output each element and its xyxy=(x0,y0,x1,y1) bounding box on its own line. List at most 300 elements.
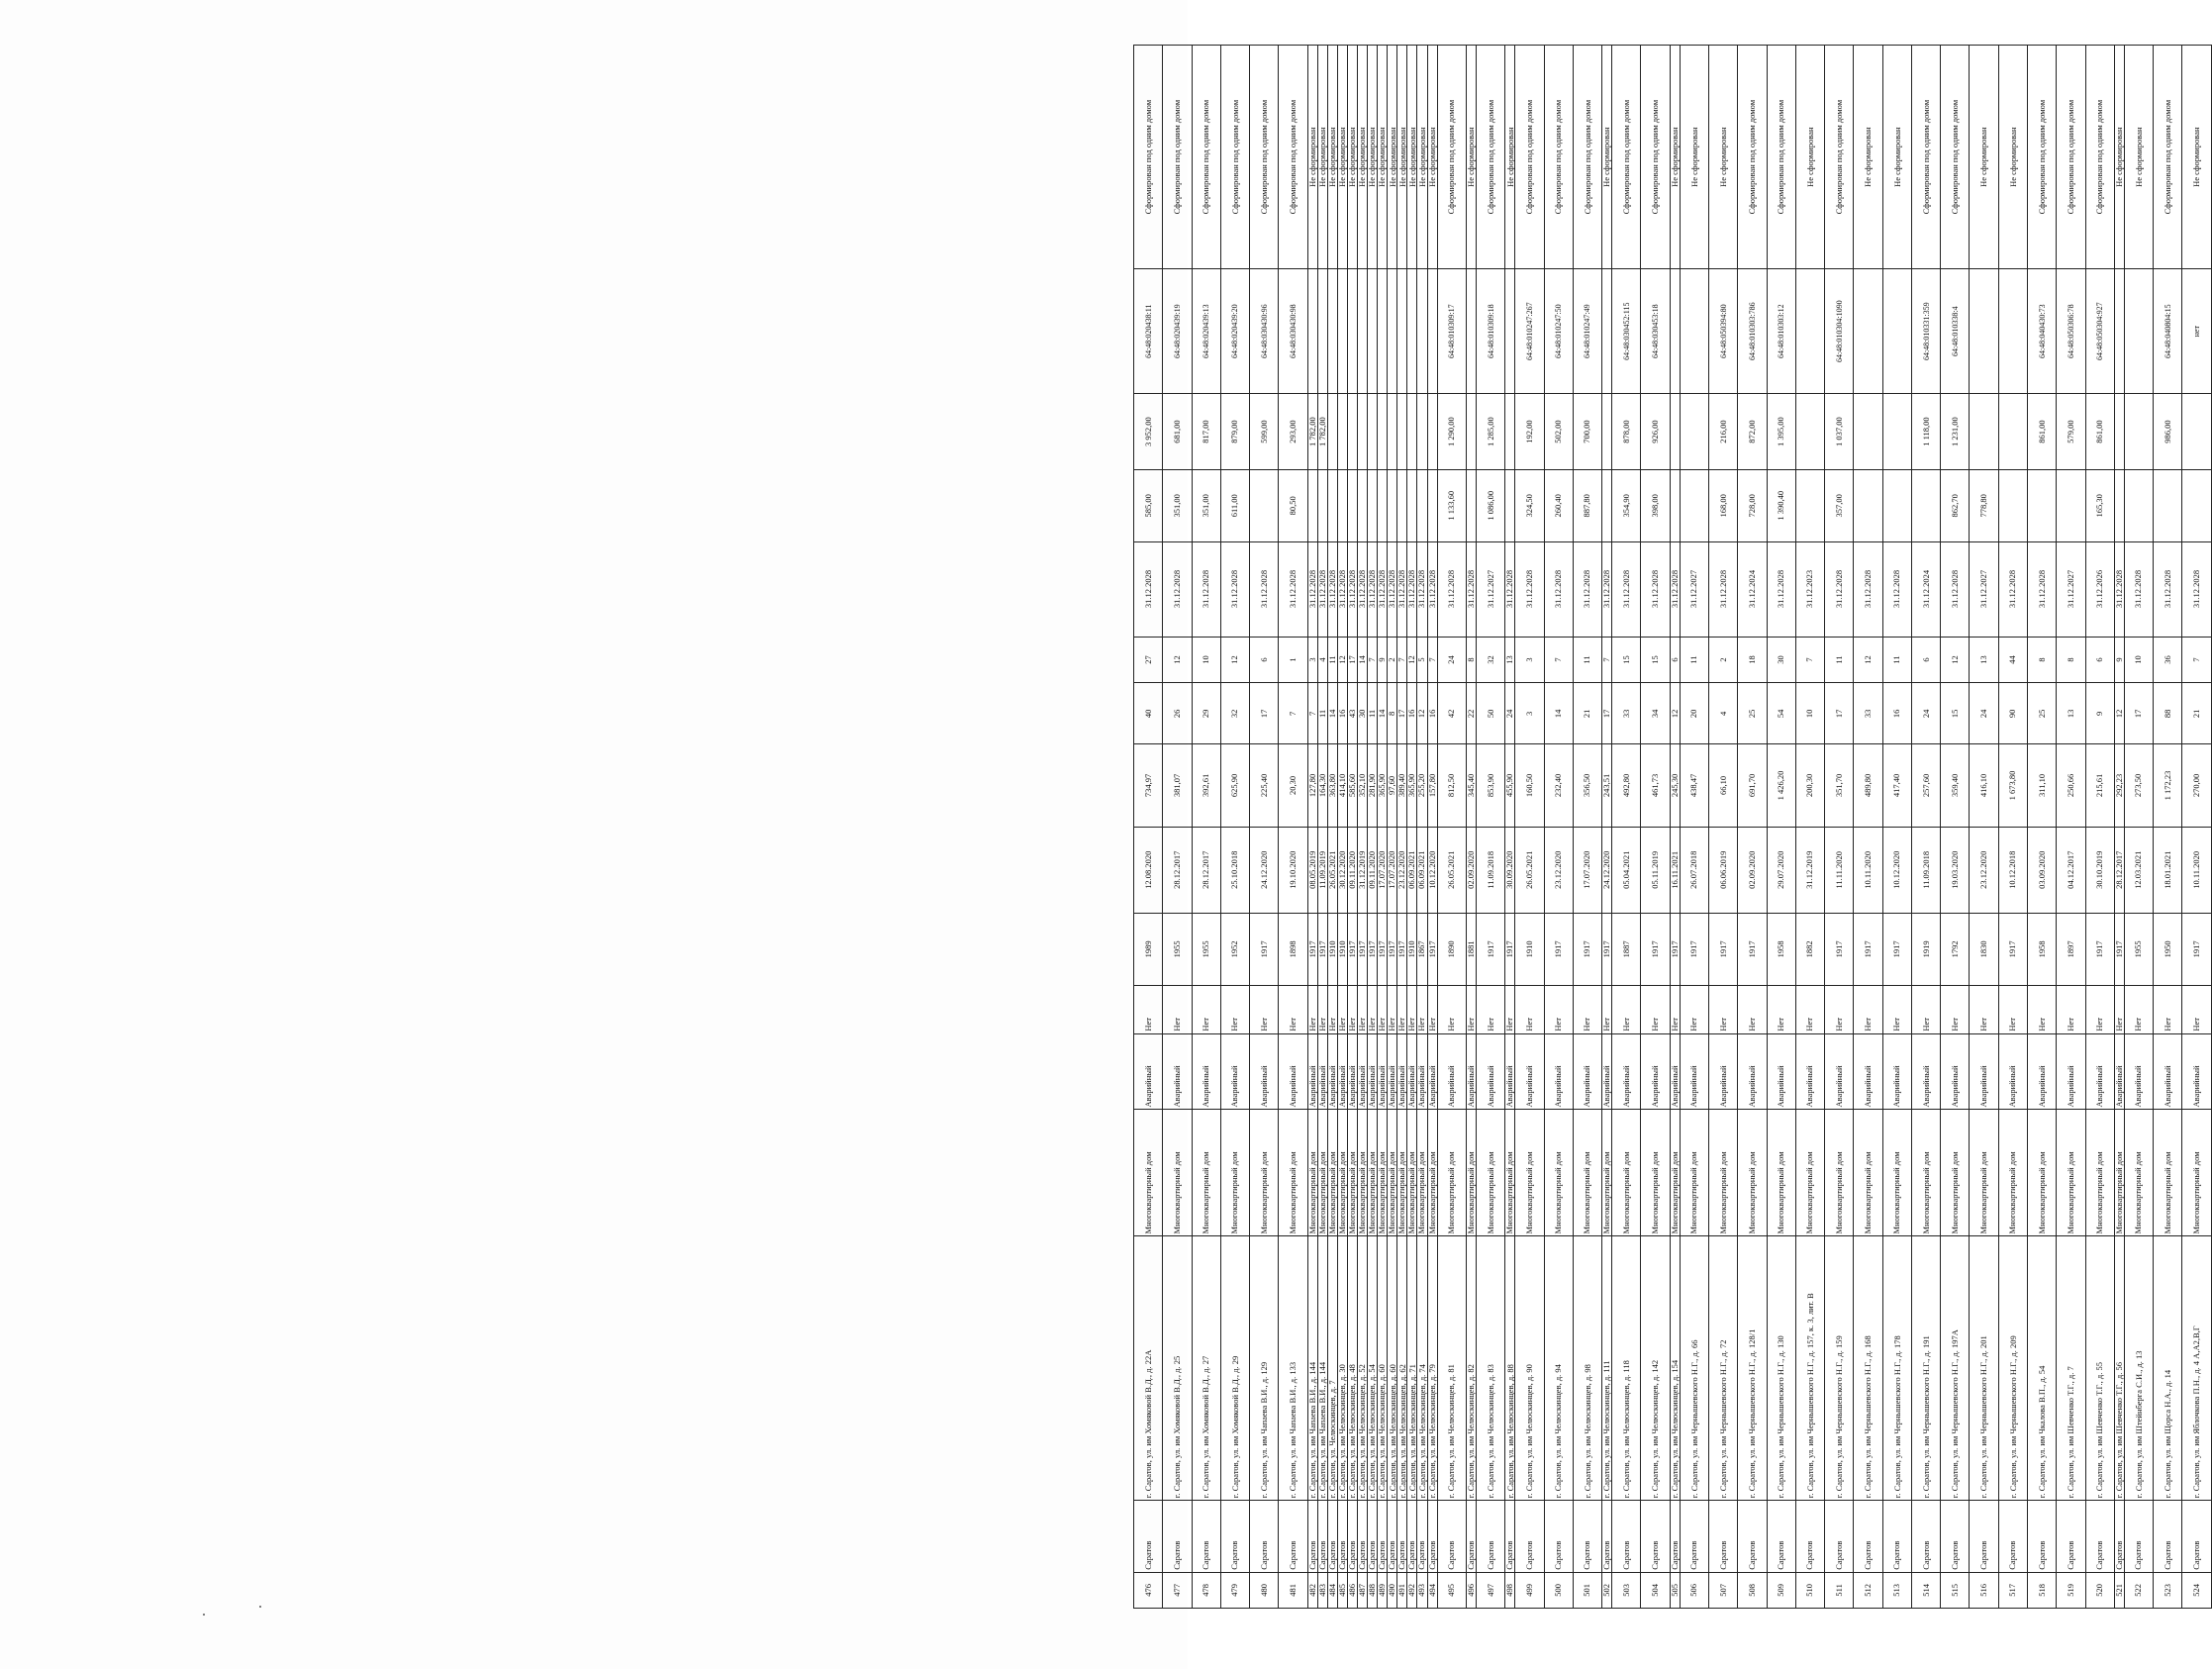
address-cell: г. Саратов, ул. им Штейнберга С.И., д. 13 xyxy=(2124,1236,2153,1501)
plot-area-cell: 879,00 xyxy=(1220,394,1249,470)
row-number: 498 xyxy=(1505,1572,1515,1608)
address-cell: г. Саратов, ул. им Челюскинцев, д. 90 xyxy=(1515,1236,1544,1501)
row-number: 505 xyxy=(1670,1572,1680,1608)
planned-date-cell: 31.12.2028 xyxy=(1417,541,1427,637)
city-cell: Саратов xyxy=(1466,1501,1476,1573)
flag-cell: Нет xyxy=(1911,985,1940,1033)
building-type-cell: Многоквартирный дом xyxy=(1466,1110,1476,1236)
recognition-date-cell: 02.09.2020 xyxy=(1738,827,1767,913)
plot-area-cell xyxy=(1417,394,1427,470)
living-area-cell: 1 426,20 xyxy=(1767,744,1795,827)
condition-cell: Аварийный xyxy=(1825,1033,1854,1110)
flag-cell: Нет xyxy=(1882,985,1911,1033)
planned-date-cell: 31.12.2028 xyxy=(1602,541,1612,637)
plot-status-cell: Не сформирован xyxy=(1795,46,1824,269)
plot-area-cell xyxy=(1378,394,1388,470)
condition-cell: Аварийный xyxy=(1573,1033,1601,1110)
building-type-cell: Многоквартирный дом xyxy=(1738,1110,1767,1236)
building-type-cell: Многоквартирный дом xyxy=(1307,1110,1317,1236)
condition-cell: Аварийный xyxy=(1192,1033,1220,1110)
apartments-cell: 11 xyxy=(1680,637,1708,683)
planned-date-cell: 31.12.2028 xyxy=(2182,541,2212,637)
plot-area-cell xyxy=(1368,394,1378,470)
table-row xyxy=(1327,46,1337,1609)
recognition-date-cell: 09.11.2020 xyxy=(1368,827,1378,913)
address-cell: г. Саратов, ул. им Челюскинцев, д. 118 xyxy=(1612,1236,1641,1501)
build-year-cell: 1958 xyxy=(2027,914,2056,986)
building-type-cell: Многоквартирный дом xyxy=(1388,1110,1397,1236)
planned-date-cell: 31.12.2028 xyxy=(1641,541,1670,637)
build-year-cell: 1917 xyxy=(1378,914,1388,986)
planned-date-cell: 31.12.2028 xyxy=(1612,541,1641,637)
row-number: 513 xyxy=(1882,1572,1911,1608)
land-area-cell xyxy=(1882,469,1911,541)
build-year-cell: 1989 xyxy=(1134,914,1163,986)
city-cell: Саратов xyxy=(1505,1501,1515,1573)
residents-cell: 21 xyxy=(2182,683,2212,744)
address-cell: г. Саратов, ул. им Челюскинцев, д. 74 xyxy=(1417,1236,1427,1501)
recognition-date-cell: 16.11.2021 xyxy=(1670,827,1680,913)
flag-cell: Нет xyxy=(1134,985,1163,1033)
table-row xyxy=(1882,46,1911,1609)
plot-status-cell: Не сформирован xyxy=(1998,46,2027,269)
city-cell: Саратов xyxy=(1388,1501,1397,1573)
building-type-cell: Многоквартирный дом xyxy=(1680,1110,1708,1236)
apartments-cell: 2 xyxy=(1709,637,1738,683)
living-area-cell: 1 673,80 xyxy=(1998,744,2027,827)
condition-cell: Аварийный xyxy=(1437,1033,1466,1110)
residents-cell: 14 xyxy=(1378,683,1388,744)
apartments-cell: 12 xyxy=(1941,637,1970,683)
cadastral-number-cell xyxy=(1970,269,1998,394)
build-year-cell: 1917 xyxy=(1998,914,2027,986)
building-type-cell: Многоквартирный дом xyxy=(1854,1110,1882,1236)
row-number: 524 xyxy=(2182,1572,2212,1608)
cadastral-number-cell xyxy=(1388,269,1397,394)
residents-cell: 24 xyxy=(1970,683,1998,744)
recognition-date-cell: 11.09.2018 xyxy=(1911,827,1940,913)
city-cell: Саратов xyxy=(2057,1501,2085,1573)
apartments-cell: 7 xyxy=(1544,637,1573,683)
plot-status-cell: Не сформирован xyxy=(1970,46,1998,269)
land-area-cell: 80,50 xyxy=(1279,469,1307,541)
table-row xyxy=(1357,46,1367,1609)
row-number: 503 xyxy=(1612,1572,1641,1608)
address-cell: г. Саратов, ул. им Чапаева В.И., д. 144 xyxy=(1317,1236,1327,1501)
condition-cell: Аварийный xyxy=(2114,1033,2124,1110)
address-cell: г. Саратов, ул. им Челюскинцев, д. 48 xyxy=(1347,1236,1357,1501)
building-type-cell: Многоквартирный дом xyxy=(2124,1110,2153,1236)
city-cell: Саратов xyxy=(1317,1501,1327,1573)
build-year-cell: 1917 xyxy=(1357,914,1367,986)
apartments-cell: 32 xyxy=(1476,637,1504,683)
city-cell: Саратов xyxy=(2114,1501,2124,1573)
table-row xyxy=(2027,46,2056,1609)
apartments-cell: 17 xyxy=(1347,637,1357,683)
city-cell: Саратов xyxy=(1378,1501,1388,1573)
address-cell: г. Саратов, ул. им Чернышевского Н.Г., д. 197А xyxy=(1941,1236,1970,1501)
address-cell: г. Саратов, ул. им Челюскинцев, д. 111 xyxy=(1602,1236,1612,1501)
recognition-date-cell: 26.05.2021 xyxy=(1515,827,1544,913)
address-cell: г. Саратов, ул. Челюскинцев, д. 7 xyxy=(1327,1236,1337,1501)
planned-date-cell: 31.12.2028 xyxy=(1709,541,1738,637)
planned-date-cell: 31.12.2028 xyxy=(1163,541,1192,637)
condition-cell: Аварийный xyxy=(1337,1033,1347,1110)
address-cell: г. Саратов, ул. им Чапаева В.И., д. 129 xyxy=(1250,1236,1279,1501)
city-cell: Саратов xyxy=(1738,1501,1767,1573)
flag-cell: Нет xyxy=(1573,985,1601,1033)
apartments-cell: 5 xyxy=(1417,637,1427,683)
condition-cell: Аварийный xyxy=(1279,1033,1307,1110)
city-cell: Саратов xyxy=(1368,1501,1378,1573)
city-cell: Саратов xyxy=(1795,1501,1824,1573)
row-number: 484 xyxy=(1327,1572,1337,1608)
build-year-cell: 1881 xyxy=(1466,914,1476,986)
building-type-cell: Многоквартирный дом xyxy=(1795,1110,1824,1236)
plot-status-cell: Сформирован под одним домом xyxy=(2057,46,2085,269)
plot-status-cell: Сформирован под одним домом xyxy=(1163,46,1192,269)
planned-date-cell: 31.12.2028 xyxy=(1854,541,1882,637)
residents-cell: 12 xyxy=(1417,683,1427,744)
condition-cell: Аварийный xyxy=(1911,1033,1940,1110)
living-area-cell: 97,60 xyxy=(1388,744,1397,827)
plot-area-cell: 1 285,00 xyxy=(1476,394,1504,470)
address-cell: г. Саратов, ул. им Челюскинцев, д. 71 xyxy=(1407,1236,1417,1501)
plot-area-cell: 1 231,00 xyxy=(1941,394,1970,470)
planned-date-cell: 31.12.2023 xyxy=(1795,541,1824,637)
address-cell: г. Саратов, ул. им Чапаева В.И., д. 144 xyxy=(1307,1236,1317,1501)
scan-speck xyxy=(259,1606,261,1608)
condition-cell: Аварийный xyxy=(1250,1033,1279,1110)
recognition-date-cell: 11.09.2018 xyxy=(1476,827,1504,913)
residents-cell: 3 xyxy=(1515,683,1544,744)
city-cell: Саратов xyxy=(1250,1501,1279,1573)
build-year-cell: 1955 xyxy=(1192,914,1220,986)
flag-cell: Нет xyxy=(1378,985,1388,1033)
address-cell: г. Саратов, ул. им Челюскинцев, д. 52 xyxy=(1357,1236,1367,1501)
recognition-date-cell: 23.12.2020 xyxy=(1397,827,1407,913)
build-year-cell: 1917 xyxy=(1317,914,1327,986)
recognition-date-cell: 17.07.2020 xyxy=(1573,827,1601,913)
emergency-housing-table xyxy=(1133,45,2212,1609)
address-cell: г. Саратов, ул. им Чернышевского Н.Г., д. 191 xyxy=(1911,1236,1940,1501)
living-area-cell: 585,60 xyxy=(1347,744,1357,827)
condition-cell: Аварийный xyxy=(1307,1033,1317,1110)
city-cell: Саратов xyxy=(1163,1501,1192,1573)
condition-cell: Аварийный xyxy=(1476,1033,1504,1110)
plot-status-cell: Сформирован под одним домом xyxy=(1767,46,1795,269)
table-row xyxy=(1407,46,1417,1609)
living-area-cell: 365,90 xyxy=(1378,744,1388,827)
table-row xyxy=(1192,46,1220,1609)
land-area-cell: 778,80 xyxy=(1970,469,1998,541)
city-cell: Саратов xyxy=(1397,1501,1407,1573)
flag-cell: Нет xyxy=(1388,985,1397,1033)
apartments-cell: 8 xyxy=(2027,637,2056,683)
land-area-cell xyxy=(1417,469,1427,541)
table-row xyxy=(1317,46,1327,1609)
living-area-cell: 160,50 xyxy=(1515,744,1544,827)
residents-cell: 24 xyxy=(1911,683,1940,744)
plot-status-cell: Сформирован под одним домом xyxy=(1220,46,1249,269)
planned-date-cell: 31.12.2028 xyxy=(1407,541,1417,637)
city-cell: Саратов xyxy=(1476,1501,1504,1573)
planned-date-cell: 31.12.2028 xyxy=(1515,541,1544,637)
residents-cell: 14 xyxy=(1327,683,1337,744)
plot-area-cell xyxy=(1602,394,1612,470)
table-row xyxy=(2154,46,2182,1609)
building-type-cell: Многоквартирный дом xyxy=(1825,1110,1854,1236)
living-area-cell: 363,80 xyxy=(1327,744,1337,827)
cadastral-number-cell xyxy=(1327,269,1337,394)
residents-cell: 54 xyxy=(1767,683,1795,744)
address-cell: г. Саратов, ул. им Хомяковой В.Д., д. 22А xyxy=(1134,1236,1163,1501)
residents-cell: 42 xyxy=(1437,683,1466,744)
apartments-cell: 7 xyxy=(1602,637,1612,683)
cadastral-number-cell: 64:48:030430:98 xyxy=(1279,269,1307,394)
plot-status-cell: Не сформирован xyxy=(1466,46,1476,269)
recognition-date-cell: 10.11.2020 xyxy=(2182,827,2212,913)
residents-cell: 8 xyxy=(1388,683,1397,744)
plot-area-cell: 861,00 xyxy=(2027,394,2056,470)
recognition-date-cell: 10.12.2020 xyxy=(1882,827,1911,913)
land-area-cell xyxy=(2154,469,2182,541)
building-type-cell: Многоквартирный дом xyxy=(1515,1110,1544,1236)
flag-cell: Нет xyxy=(1767,985,1795,1033)
living-area-cell: 66,10 xyxy=(1709,744,1738,827)
planned-date-cell: 31.12.2028 xyxy=(1357,541,1367,637)
address-cell: г. Саратов, ул. им Чернышевского Н.Г., д. 168 xyxy=(1854,1236,1882,1501)
city-cell: Саратов xyxy=(2085,1501,2114,1573)
residents-cell: 7 xyxy=(1307,683,1317,744)
row-number: 523 xyxy=(2154,1572,2182,1608)
cadastral-number-cell: 64:48:010331:359 xyxy=(1911,269,1940,394)
flag-cell: Нет xyxy=(1795,985,1824,1033)
build-year-cell: 1950 xyxy=(2154,914,2182,986)
planned-date-cell: 31.12.2028 xyxy=(1466,541,1476,637)
cadastral-number-cell xyxy=(1795,269,1824,394)
recognition-date-cell: 04.12.2017 xyxy=(2057,827,2085,913)
plot-area-cell: 1 290,00 xyxy=(1437,394,1466,470)
recognition-date-cell: 09.11.2020 xyxy=(1347,827,1357,913)
apartments-cell: 1 xyxy=(1279,637,1307,683)
table-row xyxy=(1250,46,1279,1609)
cadastral-number-cell xyxy=(1337,269,1347,394)
plot-area-cell xyxy=(1347,394,1357,470)
condition-cell: Аварийный xyxy=(2027,1033,2056,1110)
plot-area-cell xyxy=(1882,394,1911,470)
build-year-cell: 1917 xyxy=(1347,914,1357,986)
build-year-cell: 1917 xyxy=(1397,914,1407,986)
row-number: 486 xyxy=(1347,1572,1357,1608)
living-area-cell: 311,10 xyxy=(2027,744,2056,827)
living-area-cell: 381,07 xyxy=(1163,744,1192,827)
address-cell: г. Саратов, ул. им Чернышевского Н.Г., д. 128/1 xyxy=(1738,1236,1767,1501)
building-type-cell: Многоквартирный дом xyxy=(1767,1110,1795,1236)
row-number: 485 xyxy=(1337,1572,1347,1608)
building-type-cell: Многоквартирный дом xyxy=(1220,1110,1249,1236)
row-number: 520 xyxy=(2085,1572,2114,1608)
living-area-cell: 20,30 xyxy=(1279,744,1307,827)
city-cell: Саратов xyxy=(2124,1501,2153,1573)
recognition-date-cell: 03.09.2020 xyxy=(2027,827,2056,913)
land-area-cell: 398,00 xyxy=(1641,469,1670,541)
build-year-cell: 1955 xyxy=(2124,914,2153,986)
planned-date-cell: 31.12.2028 xyxy=(1368,541,1378,637)
apartments-cell: 44 xyxy=(1998,637,2027,683)
land-area-cell xyxy=(1680,469,1708,541)
planned-date-cell: 31.12.2028 xyxy=(1192,541,1220,637)
plot-status-cell: Не сформирован xyxy=(1427,46,1437,269)
building-type-cell: Многоквартирный дом xyxy=(1970,1110,1998,1236)
recognition-date-cell: 23.12.2020 xyxy=(1970,827,1998,913)
planned-date-cell: 31.12.2028 xyxy=(2027,541,2056,637)
condition-cell: Аварийный xyxy=(1466,1033,1476,1110)
condition-cell: Аварийный xyxy=(1680,1033,1708,1110)
cadastral-number-cell: 64:48:010338:4 xyxy=(1941,269,1970,394)
living-area-cell: 243,51 xyxy=(1602,744,1612,827)
row-number: 514 xyxy=(1911,1572,1940,1608)
apartments-cell: 12 xyxy=(1337,637,1347,683)
planned-date-cell: 31.12.2028 xyxy=(1317,541,1327,637)
row-number: 516 xyxy=(1970,1572,1998,1608)
rotated-table-frame xyxy=(1133,45,2212,1609)
plot-status-cell: Сформирован под одним домом xyxy=(1911,46,1940,269)
cadastral-number-cell xyxy=(1998,269,2027,394)
building-type-cell: Многоквартирный дом xyxy=(1417,1110,1427,1236)
table-row xyxy=(1163,46,1192,1609)
land-area-cell xyxy=(1407,469,1417,541)
living-area-cell: 292,23 xyxy=(2114,744,2124,827)
plot-area-cell xyxy=(1466,394,1476,470)
apartments-cell: 15 xyxy=(1641,637,1670,683)
table-row xyxy=(1515,46,1544,1609)
table-row xyxy=(1795,46,1824,1609)
residents-cell: 17 xyxy=(1397,683,1407,744)
plot-status-cell: Не сформирован xyxy=(1854,46,1882,269)
residents-cell: 16 xyxy=(1337,683,1347,744)
condition-cell: Аварийный xyxy=(1407,1033,1417,1110)
flag-cell: Нет xyxy=(2182,985,2212,1033)
flag-cell: Нет xyxy=(1407,985,1417,1033)
residents-cell: 13 xyxy=(2057,683,2085,744)
living-area-cell: 812,50 xyxy=(1437,744,1466,827)
land-area-cell xyxy=(1307,469,1317,541)
residents-cell: 21 xyxy=(1573,683,1601,744)
table-row xyxy=(2114,46,2124,1609)
land-area-cell xyxy=(2114,469,2124,541)
condition-cell: Аварийный xyxy=(1854,1033,1882,1110)
condition-cell: Аварийный xyxy=(1641,1033,1670,1110)
plot-status-cell: Не сформирован xyxy=(1417,46,1427,269)
plot-area-cell: 1 782,00 xyxy=(1307,394,1317,470)
flag-cell: Нет xyxy=(1192,985,1220,1033)
building-type-cell: Многоквартирный дом xyxy=(1337,1110,1347,1236)
flag-cell: Нет xyxy=(1327,985,1337,1033)
city-cell: Саратов xyxy=(1941,1501,1970,1573)
plot-area-cell: 192,00 xyxy=(1515,394,1544,470)
build-year-cell: 1955 xyxy=(1163,914,1192,986)
land-area-cell: 168,00 xyxy=(1709,469,1738,541)
flag-cell: Нет xyxy=(1427,985,1437,1033)
city-cell: Саратов xyxy=(1279,1501,1307,1573)
building-type-cell: Многоквартирный дом xyxy=(2027,1110,2056,1236)
table-row xyxy=(1397,46,1407,1609)
city-cell: Саратов xyxy=(1134,1501,1163,1573)
residents-cell: 88 xyxy=(2154,683,2182,744)
land-area-cell xyxy=(1317,469,1327,541)
building-type-cell: Многоквартирный дом xyxy=(1397,1110,1407,1236)
apartments-cell: 9 xyxy=(2114,637,2124,683)
build-year-cell: 1917 xyxy=(2085,914,2114,986)
cadastral-number-cell xyxy=(1602,269,1612,394)
address-cell: г. Саратов, ул. им Чапаева В.И., д. 133 xyxy=(1279,1236,1307,1501)
condition-cell: Аварийный xyxy=(1327,1033,1337,1110)
land-area-cell: 585,00 xyxy=(1134,469,1163,541)
living-area-cell: 164,30 xyxy=(1317,744,1327,827)
planned-date-cell: 31.12.2028 xyxy=(1437,541,1466,637)
address-cell: г. Саратов, ул. им Хомяковой В.Д., д. 25 xyxy=(1163,1236,1192,1501)
table-row xyxy=(1998,46,2027,1609)
plot-area-cell: 681,00 xyxy=(1163,394,1192,470)
residents-cell: 12 xyxy=(2114,683,2124,744)
table-row xyxy=(1337,46,1347,1609)
land-area-cell xyxy=(1911,469,1940,541)
build-year-cell: 1958 xyxy=(1767,914,1795,986)
address-cell: г. Саратов, ул. им Шевченко Т.Г., д. 56 xyxy=(2114,1236,2124,1501)
recognition-date-cell: 12.03.2021 xyxy=(2124,827,2153,913)
land-area-cell: 351,00 xyxy=(1192,469,1220,541)
apartments-cell: 11 xyxy=(1327,637,1337,683)
residents-cell: 30 xyxy=(1357,683,1367,744)
planned-date-cell: 31.12.2028 xyxy=(1220,541,1249,637)
living-area-cell: 345,40 xyxy=(1466,744,1476,827)
plot-area-cell: 861,00 xyxy=(2085,394,2114,470)
land-area-cell xyxy=(1357,469,1367,541)
building-type-cell: Многоквартирный дом xyxy=(1612,1110,1641,1236)
build-year-cell: 1917 xyxy=(1882,914,1911,986)
building-type-cell: Многоквартирный дом xyxy=(1407,1110,1417,1236)
residents-cell: 24 xyxy=(1505,683,1515,744)
cadastral-number-cell: 64:48:030430:96 xyxy=(1250,269,1279,394)
address-cell: г. Саратов, ул. им Чернышевского Н.Г., д. 130 xyxy=(1767,1236,1795,1501)
building-type-cell: Многоквартирный дом xyxy=(1998,1110,2027,1236)
cadastral-number-cell xyxy=(1854,269,1882,394)
plot-status-cell: Сформирован под одним домом xyxy=(1825,46,1854,269)
condition-cell: Аварийный xyxy=(1941,1033,1970,1110)
address-cell: г. Саратов, ул. им Яблочкова П.Н., д. 4 А,А2,В,Г xyxy=(2182,1236,2212,1501)
city-cell: Саратов xyxy=(1337,1501,1347,1573)
build-year-cell: 1917 xyxy=(1388,914,1397,986)
table-body xyxy=(1134,46,2212,1609)
recognition-date-cell: 26.05.2021 xyxy=(1327,827,1337,913)
address-cell: г. Саратов, ул. им Чернышевского Н.Г., д. 72 xyxy=(1709,1236,1738,1501)
plot-area-cell: 817,00 xyxy=(1192,394,1220,470)
row-number: 507 xyxy=(1709,1572,1738,1608)
land-area-cell: 165,30 xyxy=(2085,469,2114,541)
apartments-cell: 6 xyxy=(1250,637,1279,683)
apartments-cell: 6 xyxy=(1911,637,1940,683)
build-year-cell: 1890 xyxy=(1437,914,1466,986)
city-cell: Саратов xyxy=(1854,1501,1882,1573)
living-area-cell: 351,70 xyxy=(1825,744,1854,827)
residents-cell: 40 xyxy=(1134,683,1163,744)
planned-date-cell: 31.12.2028 xyxy=(1134,541,1163,637)
residents-cell: 16 xyxy=(1427,683,1437,744)
row-number: 480 xyxy=(1250,1572,1279,1608)
plot-status-cell: Не сформирован xyxy=(1317,46,1327,269)
living-area-cell: 392,61 xyxy=(1192,744,1220,827)
